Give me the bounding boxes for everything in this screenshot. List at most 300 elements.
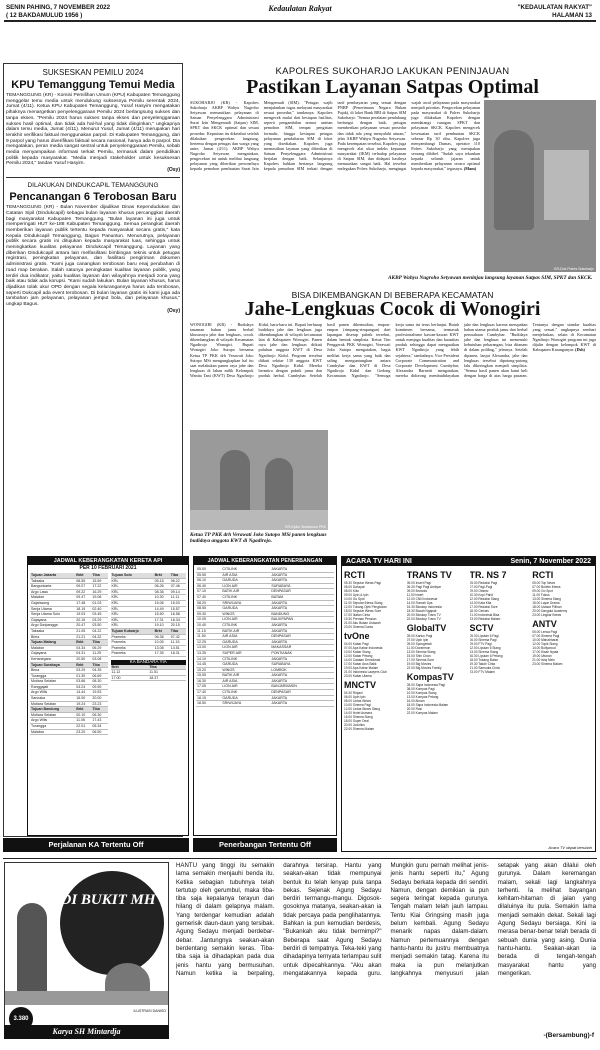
schedule-cell: Senja Utama	[30, 606, 75, 612]
schedule-cell: 16.30	[196, 678, 221, 684]
tv-program: 16.00 Sinema Siang	[344, 715, 373, 719]
schedule-cell: SURABAYA	[270, 662, 334, 668]
schedule-cell: 09.07	[75, 584, 91, 590]
story-kicker: SUKSESKAN PEMILU 2024	[42, 68, 144, 77]
cerbung-continued: -(Bersambung)-f	[543, 1032, 594, 1039]
schedule-cell: Argo Wilis	[30, 690, 75, 696]
tv-program: 14.00 Bollywood	[532, 646, 556, 650]
schedule-cell: 09.59	[91, 684, 107, 690]
tv-program: 09.00 Upin & Ipin	[344, 593, 369, 597]
schedule-cell: 20.15	[75, 617, 91, 623]
schedule-cell: 11.51	[148, 670, 186, 676]
schedule-cell: 16.29	[91, 589, 107, 595]
schedule-cell: GARUDA	[221, 662, 270, 668]
schedule-cell: 16.00	[75, 696, 91, 702]
channel-logo: TRANS TV	[406, 570, 452, 580]
tv-program: 08.00 Kiko	[344, 589, 360, 593]
schedule-header-cell: Brkt	[75, 707, 91, 713]
story-sign: (Osy)	[167, 307, 180, 314]
cerbung-author: Karya SH Mintardja	[4, 1025, 169, 1039]
tv-program: 15.00 Shin Chan	[406, 654, 431, 658]
schedule-cell: 15.57	[170, 606, 186, 612]
tv-program: 18.00 Ustadz Pilihan	[532, 605, 562, 609]
second-headline: Jahe-Lengkuas Cocok di Wonogiri	[244, 298, 541, 320]
schedule-header-cell: Tiba	[170, 573, 186, 578]
schedule-cell: JAKARTA	[270, 622, 334, 628]
schedule-cell: 17.43	[91, 718, 107, 724]
tv-program: 22.00 Kompas Malam	[406, 711, 438, 715]
tv-program: 05.00 Redaksi Pagi	[469, 581, 498, 585]
schedule-cell: CITILINK	[221, 656, 270, 662]
tv-program: 12.00 Liputan 6 Siang	[469, 646, 501, 650]
main-body-text: SUKOHARJO (KR) - Kapolres Sukoharjo AKBP Wahyu Nugroho Setyawan memastikan pelayanan di Satuan Penyelenggara Administrasi Surat Izin Mengemudi (Satpas) SIM, SPKT dan SKCK optimal dan sesuai prosedur. Kepastian itu diketahui setelah dilakukan pengecekan langsung, bertemu dengan petugas dan warga yang antre, Jumat (4/11). AKBP Wahyu Nugroho Setyawan mengatakan, pengecekan ini untuk melihat langsung pelayanan yang diberikan personelnya kepada pemohon pembuatan Surat Izin Mengemudi (SIM). "Petugas wajib menjalankan tugas melayani masyarakat sesuai prosedur," tandasnya. Kapolres mengecek mulai dari kesiapan fasilitas, seperti pengambilan nomor antrian pemohon SIM, tempat pengisian formulir, hingga kesiapan petugas pelayanan pendaftaran SIM di loket yang disediakan. Kapolres juga memastikan layanan yang diberikan di Satuan Penyelenggara Administrasi berjalan dengan baik. Selanjutnya Kapolres bahkan bertanya langsung kepada pemohon SIM terkait dengan tarif pembayaran yang sesuai dengan PNBP (Penerimaan Negara Bukan Pajak), di loket Bank BRI di Satpas SIM Sukoharjo. "Semua peralatan pendukung berfungsi dengan baik, petugas memberikan pelayanan sesuai prosedur dan tidak ada yang menyalahi aturan," jelas AKBP Wahyu Nugroho Setyawan. Pada kesempatan tersebut, Kapolres juga mengecek alat ukur indeks kepuasan masyarakat (IKM) terhadap pelayanan di Satpas SIM, dan didapati hasilnya memuaskan sangat baik. Hal tersebut melegakan Polres Sukoharjo, mengingat wajah awal pelayanan pada masyarakat menjadi prioritas. Pengecekan pelayanan pada masyarakat di Polres Sukoharjo juga dilakukan Kapolres dengan mendatangi ruangan SPKT dan pelayanan SKCK. Kapolres mengecek kesesuaian tarif pembuatan SKCK sebesar Rp 30 ribu. Kapolres juga menyambangi Dumas, operator 110 Polres Sukoharjo yang merupakan seorang dibibel. "Sudah saya tekankan kepada seluruh jajaran untuk memberikan pelayanan secara optimal kepada masyarakat," tegasnya.	[190, 100, 480, 172]
schedule-cell: SRIWIJAYA	[221, 600, 270, 606]
schedule-cell: PONTIANAK	[270, 650, 334, 656]
javanese-date: ( 12 BAKDAMULUD 1956 )	[6, 12, 83, 19]
main-photo	[484, 100, 596, 272]
schedule-cell: Gajayana	[30, 651, 75, 657]
cerbung-text: HANTU yang tinggi itu semakin lama semakin menjauhi benda itu. Ketika sebagian tubuhnya telah tertutup oleh gerumbul, maka tiba-tiba saja kepalanya terayun dan hilang di dalam gelapnya malam. Yang terdengar kemudian adalah gemerisik daun-daun yang tersibak. Agung Sedayu menjadi berdebar-debar. Jantungnya seakan-akan berdentang semakin keras. Tiba-tiba saja ia dihadapkan pada dua jenis hantu yang bermusuhan. Namun ketika ia berpaling, darahnya tersirap. Hantu yang seakan-akan tidak mempunyai bentuk itu telah lenyap pula tanpa bekas. Sejenak Agung Sedayu berdiri termangu-mangu. Digosok-gosoknya matanya, seakan-akan ia tidak percaya pada penglihatannya. Bahkan ia pun kemudian berdesis, "Bukankah aku tidak bermimpi?" Beberapa saat Agung Sedayu berdiri di tempatnya. Teka-teki yang dihadapinya ternyata terlampau sulit untuk dipecahkannya. "Aku akan mengatakannya kepada guru. Mungkin guru pernah melihat jenis-jenis hantu seperti itu," Agung Sedayu berkata kepada diri sendiri. Namun, dengan demikian ia pun segera teringat kepada gurunya. Tengah malam telah jauh lampau. Tentu Kiai Gringsing masih juga belum kembali. Agung Sedayu menarik napas dalam-dalam. Namun pertemuannya dengan hantu-hantu itu justru membuatnya menjadi semakin tatag. Karena itu maka ia pun melanjutkan langkahnya menyusuri jalan setapak yang akan dilalui oleh gurunya. Dalam keremangan malam, sekali lagi langkahnya terhenti. Ia melihat bayangan kehitam-hitaman di jalan yang dilaluinya itu pula. Semakin lama menjadi semakin dekat. Sekali lagi Agung Sedayu bersiaga. Kini ia merasa benar-benar telah berada di sebuah dunia yang asing. Dunia hantu-hantu. Seakan-akan ia berada di tengah-tengah masyarakat hantu yang mengerikan.	[176, 862, 596, 977]
train-subtitle: PER 10 FEBRUARI 2021	[79, 565, 137, 571]
tv-program: 05.00 Lensa Pagi	[532, 630, 558, 634]
schedule-cell: 20.50	[75, 656, 91, 662]
tv-column	[532, 568, 593, 838]
tv-program: 06.00 Dahsyat	[344, 585, 365, 589]
tv-program: 18.00 Sapa Indonesia Malam	[406, 703, 449, 707]
schedule-cell: 04.35	[91, 668, 107, 674]
schedule-cell: 09.22	[75, 589, 91, 595]
schedule-cell: BATIK AIR	[221, 628, 270, 634]
photo-credit: KR-Dok Polres Sukoharjo	[554, 267, 594, 271]
tv-program: 10.30 Kopi Pahit	[469, 593, 493, 597]
tv-program: 14.00 Rumah Uya	[406, 601, 433, 605]
schedule-cell: 20.15	[170, 623, 186, 629]
tv-program: 09.00 Go Spot	[532, 589, 553, 593]
tv-program: 10.00 Kabar Siang	[344, 650, 371, 654]
tv-program: 23.00 Sinema Malam	[532, 662, 563, 666]
schedule-cell: 23.20	[75, 729, 91, 735]
schedule-cell: 22.01	[75, 724, 91, 730]
edition-date: SENIN PAHING, 7 NOVEMBER 2022	[6, 4, 111, 11]
schedule-cell: 06.26	[154, 584, 170, 590]
schedule-header-cell: Tiba	[148, 665, 186, 670]
schedule-cell: 19.24	[75, 701, 91, 707]
schedule-cell: JAKARTA	[270, 578, 334, 584]
tv-program: 17.00 Sinema Sore	[406, 658, 435, 662]
schedule-cell: 06.69	[91, 673, 107, 679]
schedule-cell: Mutiara Selatan	[30, 679, 75, 685]
tv-program: 20.00 Rosi	[406, 707, 422, 711]
tv-program: 11.00 Fokus	[532, 593, 550, 597]
masthead: Kedaulatan Rakyat	[268, 4, 332, 13]
schedule-cell: CITILINK	[221, 594, 270, 600]
tv-program: 21.00 Ishq Mein	[532, 658, 555, 662]
cerbung-illustration	[4, 862, 169, 1032]
schedule-cell: 04.34	[75, 645, 91, 651]
schedule-cell: 14.51	[170, 645, 186, 651]
schedule-cell: Taksaka	[30, 628, 75, 634]
channel-logo: ANTV	[532, 619, 557, 629]
photo-credit: KR-Djoko Sudarsono PKK	[285, 525, 326, 529]
tv-program: 13.00 Sinema Siang	[469, 650, 499, 654]
tv-program: 09.00 Brownis	[406, 589, 427, 593]
schedule-cell: JAKARTA	[270, 695, 334, 701]
tv-program: 19.00 Uttaran	[532, 654, 552, 658]
schedule-cell: 05.34	[91, 724, 107, 730]
schedule-cell: Taksaka	[30, 578, 75, 584]
tv-program: 21.00 Indonesia Bisa	[469, 613, 500, 617]
schedule-cell: Prameks	[111, 651, 154, 657]
train-tag: Perjalanan KA Tertentu Off	[3, 838, 189, 852]
schedule-cell: Gajahwong	[30, 600, 75, 606]
tv-program: 09.00 FTV Pagi	[469, 642, 492, 646]
schedule-row	[30, 729, 108, 735]
channel-logo: GlobalTV	[406, 623, 447, 633]
schedule-cell: Kertanegara	[30, 656, 75, 662]
schedule-header-cell: Tiba	[91, 662, 107, 668]
tv-grid	[342, 566, 595, 840]
schedule-cell: 14.45	[196, 662, 221, 668]
cerbung-title: DI BUKIT MH	[60, 892, 156, 908]
schedule-cell: GARUDA	[221, 578, 270, 584]
schedule-cell: 18.50	[196, 701, 221, 707]
schedule-cell: 11.15	[170, 640, 186, 646]
schedule-cell: 06.22	[170, 578, 186, 584]
second-kicker: BISA DIKEMBANGKAN DI BEBERAPA KECAMATAN	[291, 290, 494, 300]
schedule-cell: Gajayana	[30, 617, 75, 623]
tv-program: 18.30 Ceriwis	[469, 609, 489, 613]
schedule-cell: 07.42	[170, 634, 186, 640]
schedule-cell: 15.55	[196, 673, 221, 679]
tv-program: 07.00 Upin Ipin	[406, 638, 429, 642]
schedule-cell: JAKARTA	[270, 673, 334, 679]
schedule-cell: CITILINK	[221, 622, 270, 628]
schedule-cell: 05.00	[196, 567, 221, 572]
schedule-cell: DENPASAR	[270, 690, 334, 696]
schedule-cell: Malabar	[30, 729, 75, 735]
schedule-cell: CITILINK	[221, 690, 270, 696]
tv-program: 10.00 Sinema Pagi	[344, 703, 371, 707]
schedule-cell: Turangga	[30, 673, 75, 679]
schedule-cell: 02.40	[91, 606, 107, 612]
schedule-cell: 09.30	[196, 611, 221, 617]
tv-program: 04.30 Rinjani	[344, 691, 363, 695]
schedule-cell: 01.30	[75, 673, 91, 679]
schedule-header-cell: Brkt	[111, 665, 149, 670]
schedule-cell: 06.30	[91, 712, 107, 718]
schedule-cell: Argo Wilis	[30, 718, 75, 724]
schedule-cell: BALIKPAPAN	[270, 617, 334, 623]
main-body	[190, 100, 480, 276]
story-kicker: DILAKUKAN DINDUKCAPIL TEMANGGUNG	[27, 182, 159, 190]
schedule-cell: JAKARTA	[270, 639, 334, 645]
channel-logo: RCTI	[532, 570, 554, 580]
schedule-cell: 08.36	[154, 589, 170, 595]
schedule-cell: DENPASAR	[270, 634, 334, 640]
tv-program: 10.00 Go Spot	[344, 597, 365, 601]
schedule-header-cell: Tiba	[170, 628, 186, 634]
channel-logo: KompasTV	[406, 672, 454, 682]
photo-figure	[494, 130, 534, 230]
schedule-row	[196, 701, 334, 707]
schedule-header-cell: Tujuan Malang	[30, 640, 75, 646]
schedule-cell: 05.55	[196, 572, 221, 578]
tv-program: 23.00 Sinema Dunia	[344, 625, 373, 629]
schedule-cell: AIR ASIA	[221, 634, 270, 640]
schedule-cell: 13.35	[196, 650, 221, 656]
schedule-cell: Ranggajati	[30, 684, 75, 690]
tv-program: 12.00 CNN Indonesia	[406, 597, 438, 601]
schedule-cell: WINGS	[221, 667, 270, 673]
schedule-cell: KRL	[111, 600, 154, 606]
second-caption: Ketua TP PKK drh Verawati Joko Sutopo MSi panen lengkuas budidaya anggota KWT di Ngadirojo.	[190, 532, 330, 544]
schedule-cell: 11.11	[170, 595, 186, 601]
tv-program: 18.00 Super Deal	[344, 719, 369, 723]
tv-program: 17.00 Kabar Arus Balik	[344, 662, 377, 666]
schedule-cell: 03.29	[91, 617, 107, 623]
schedule-cell: Argo Lawu	[30, 589, 75, 595]
tv-program: 12.00 Lintas iNews Siang	[344, 707, 380, 711]
schedule-row	[111, 675, 187, 681]
tv-program: 07.00 Sinema Pagi	[532, 634, 560, 638]
schedule-cell: 08.20	[196, 600, 221, 606]
tv-program: 06.00 Upin Ipin	[344, 695, 366, 699]
tv-program: 04.00 Kabar Pagi	[344, 642, 369, 646]
tv-program: 16.00 Aiman	[406, 699, 425, 703]
schedule-cell: 16.58	[170, 612, 186, 618]
tv-program: 19.00 Apa Kabar Malam	[344, 666, 379, 670]
tv-program: 05.30 Seputar iNews Pagi	[344, 581, 381, 585]
schedule-cell: 14.44	[75, 690, 91, 696]
schedule-cell: 17.31	[154, 617, 170, 623]
schedule-cell: 17.40	[196, 690, 221, 696]
tv-program: 20.00 Jodohku	[344, 723, 365, 727]
channel-logo: SCTV	[469, 623, 494, 633]
tv-program: 14.00 Catatan Demokrasi	[344, 658, 381, 662]
schedule-cell: 10.05	[196, 617, 221, 623]
illustration-figure	[17, 903, 47, 993]
tv-program: 19.00 Big Movies	[406, 662, 432, 666]
schedule-cell: SURABAYA	[270, 583, 334, 589]
tv-program: 06.30 Pagi Pagi Ambyar	[406, 585, 441, 589]
schedule-cell: 09.14	[170, 589, 186, 595]
illustrator-credit: ILUSTRASI DANISO	[133, 1009, 166, 1013]
tv-program: 05.00 Insert Pagi	[406, 581, 431, 585]
schedule-cell: Malabar	[30, 645, 75, 651]
tv-program: 11.00 Doraemon	[406, 646, 431, 650]
schedule-cell: KRL	[111, 612, 154, 618]
episode-number: 3.380	[9, 1007, 33, 1031]
schedule-cell: BATIK AIR	[221, 673, 270, 679]
schedule-cell: GARUDA	[221, 695, 270, 701]
channel-logo: RCTI	[344, 570, 365, 580]
schedule-cell: 04.31	[75, 651, 91, 657]
schedule-cell: JAKARTA	[270, 572, 334, 578]
second-sign: (Dsh)	[575, 347, 585, 353]
train-table-left	[30, 573, 108, 735]
schedule-header-cell: Brkt	[154, 628, 170, 634]
schedule-cell: JAKARTA	[270, 567, 334, 572]
tv-program: 07.00 Pagi-Pagi	[469, 585, 493, 589]
illustration-ground	[5, 991, 169, 1005]
schedule-cell: 03.45	[91, 612, 107, 618]
tv-program: 20.00 Bioskop Trans TV	[406, 613, 441, 617]
schedule-cell: JAKARTA	[270, 656, 334, 662]
tv-program: 05.00 Sapa Indonesia Pagi	[406, 683, 446, 687]
tv-program: 19.30 Takdir Cinta	[469, 662, 496, 666]
bandara-title: KA BANDARA YIA	[111, 660, 187, 665]
schedule-cell: Prameks	[111, 634, 154, 640]
paper-name: "KEDAULATAN RAKYAT"	[517, 4, 592, 11]
story-body: TEMANGGUNG (KR) - Komisi Pemilihan Umum (KPU) Kabupaten Temanggung menggelar temu media untuk mendukung suksesnya Pemilu serentak 2024, Jumat (4/11). Ketua KPU Kabupaten Temanggung, Yusuf Hasyim mengatakan pihaknya menargetkan penyelenggaraan Pemilu 2024 berlangsung sukses dan tanpa ekses. "Pemilu 2024 harus sukses tanpa ekses dan penyelenggaraan sukses hasil optimal, dan tidak ada hal-hal yang tidak diinginkan," ungkapnya dalam temu media, Jumat (4/11). Menurut Yusuf, Jumat (4/11) merupakan hari terakhir verifikasi faktual menggunakan parpol. Di Kabupaten Temanggung, dari 9 parpol yang harus diverifikasi faktual secara nasional, hanya ada 6 parpol. Dia mengatakan, peran media sangat sentral untuk penyelenggaraan Pemilu, sebab media menyampaikan informasi terkait Pemilu, termasuk dalam pendidikan politik kepada masyarakat. "Media menjadi stakeholder untuk kesuksesan Pemilu 2024," tandas Yusuf Hasyim.	[6, 93, 180, 167]
tv-program: 05.00 Kartun Pagi	[406, 634, 433, 638]
schedule-cell: 11.12	[111, 670, 149, 676]
schedule-cell: 03.08	[91, 656, 107, 662]
tv-program: 21.00 Samudra Cinta	[469, 666, 500, 670]
schedule-cell: 21.05	[75, 628, 91, 634]
tv-program: 09.00 Obsesi	[469, 589, 489, 593]
schedule-cell: 11.06	[75, 718, 91, 724]
schedule-cell: 15.03	[170, 600, 186, 606]
tv-program: 10.00 Mahabharat	[532, 638, 559, 642]
schedule-header-cell: Brkt	[75, 662, 91, 668]
schedule-cell: 06.40	[196, 583, 221, 589]
schedule-cell: 18.34	[170, 617, 186, 623]
tv-program: 05.00 Top News	[532, 581, 556, 585]
schedule-cell: KRL	[111, 578, 154, 584]
tv-program: 12.00 Redaksi Siang	[469, 597, 499, 601]
schedule-cell: 14.49	[154, 606, 170, 612]
flight-schedule	[193, 556, 337, 836]
schedule-cell: 15.20	[196, 667, 221, 673]
schedule-cell: 15.50	[154, 612, 170, 618]
schedule-header-cell: Tujuan Surabaya	[30, 662, 75, 668]
schedule-header-cell: Brkt	[75, 640, 91, 646]
schedule-cell: 08.30	[91, 679, 107, 685]
schedule-cell: KRL	[111, 617, 154, 623]
tv-program: 13.00 Kompas Petang	[406, 695, 439, 699]
schedule-cell: BATIK AIR	[221, 589, 270, 595]
divider	[6, 177, 180, 178]
schedule-cell: 10.40	[196, 622, 221, 628]
tv-program: 17.00 Kisah Nyata	[532, 650, 559, 654]
tv-program: 16.30 Liputan 6 Petang	[469, 654, 503, 658]
tv-program: 18.30 Bocah Ngapak	[406, 609, 437, 613]
second-body-text: WONOGIRI (KR) - Budidaya tanaman bahan jamu herbal khususnya jahe dan lengkuas, cocok dikembangkan di wilayah Kecamatan Ngadirojo Wonogiri. Bupati Wonogiri Joko Sutopo bersama Ketua TP PKK drh Verawati Joko Sutopo MSi mengungkapkan hal itu saat melakukan panen raya jahe dan lengkuas di lahan milik Kelompok Wanita Tani (KWT) Desa Ngadirojo Kidul, baru-baru ini. Bupati berharap budidaya jahe dan lengkuas juga dikembangkan di wilayah kecamatan lain di Kabupaten Wonogiri. Panen raya jahe dan lengkuas diikuti puluhan anggota KWT di Desa Ngadirojo Kidul. Program tersebut diikuti sekitar 130 anggota KWT Desa Ngadirojo Kidul. Mereka bermitra dengan pabrik jamu dan produk herbal. Cumbyhar. Setelah hasil panen dikemudian, empon-empon (rimpang-rimpangan) dari lapangan diserap pabrik tersebut, dalam bentuk simplisia. Ketua Tim Penggerak PKK Wonogiri, Verawati Joko Sutopo mengatakan, bagia melihat kerja sama yang baik dan saling menguntungkan antara Cumbyhar dan KWT di Desa Ngadirojo Kidul dan Gedong Kecamatan Ngadirojo. "Semoga kerja sama ini terus berlanjut. Butuh komitmen bersama, termasuk profesionalisme kawan-kawan KWT untuk menjaga kualitas dan kuantitas produk sehingga dapat menguatkan KWT Ngadirojo yang lebih sejahtera," tambahnya. Vice President Corporate Communication and Corporate Development Cumbyhar, Alexandra Barnetti mengatakan, mereka didorong membudidayakan jahe dan lengkuas karena merupakan bahan utama produk jamu dan herbal perusahaan Cumbyhar. "Budidaya jahe dan lengkuas ini memenuhi kebutuhan pekarangan, bisa ditanam di dalam polibag," jelasnya. Setelah dipanen, lanjut Alexandra, jahe dan lengkuas tersebut dipotong-potong lalu dikeringkan menjadi simplisia. "Semua hasil panen akan kami beli dengan harga di atas harga pasaran. Tentunya dengan standar kualitas yang sesuai," ungkapnya sembari menjelaskan, selain di Kecamatan Ngadirojo Wonogiri program ini juga dijalin dengan kelompok KWT di Kabupaten Karanganyar.	[190, 322, 596, 378]
tv-program: 20.00 Dangdut Academy	[532, 609, 568, 613]
schedule-cell: 17.05	[196, 684, 221, 690]
tv-program: 22.00 Bioskop Trans TV	[406, 617, 441, 621]
main-caption: AKBP Wahyu Nugroho Setyawan meninjau langsung layanan Satpas SIM, SPKT dan SKCK.	[388, 275, 593, 281]
schedule-cell: 03.66	[75, 679, 91, 685]
train-table-right	[111, 573, 187, 735]
schedule-cell: 20.47	[75, 623, 91, 629]
schedule-cell: JAKARTA	[270, 628, 334, 634]
schedule-cell: 17.35	[154, 651, 170, 657]
schedule-cell: KRL	[111, 623, 154, 629]
tv-column	[407, 568, 468, 838]
schedule-cell: BANDUNG	[270, 611, 334, 617]
schedule-cell: Mutiara Selatan	[30, 712, 75, 718]
schedule-cell: 13.00	[196, 645, 221, 651]
section-rule	[3, 858, 597, 859]
tv-program: 07.00 Buletin iNews	[532, 585, 561, 589]
schedule-cell: LION AIR	[221, 684, 270, 690]
schedule-cell: 10.05	[154, 640, 170, 646]
story-headline: KPU Temanggung Temui Media	[11, 79, 175, 91]
tv-program: 16.30 Bioskop Indonesia	[406, 605, 442, 609]
tv-program: 12.00 Tukang Ojek Pengkolan	[344, 605, 387, 609]
schedule-cell: 23.23	[91, 701, 107, 707]
schedule-cell: Bima	[30, 668, 75, 674]
tv-program: 12.00 Kabar Petang	[344, 654, 373, 658]
schedule-header-cell: Tujuan Bandung	[30, 707, 75, 713]
schedule-cell: 03.29	[75, 668, 91, 674]
schedule-cell: 11.15	[196, 628, 221, 634]
cerbung-body	[176, 862, 596, 1030]
tv-program: 07.00 Apa Kabar Indonesia	[344, 646, 383, 650]
schedule-cell: 08.55	[196, 606, 221, 612]
tv-program: 14.00 Hotel Asmara	[344, 711, 372, 715]
tv-title: ACARA TV HARI INI	[346, 558, 412, 565]
tv-column	[470, 568, 531, 838]
photo-window	[544, 150, 589, 220]
schedule-cell: 07.40	[196, 594, 221, 600]
tv-program: 05.30 Liputan 6 Pagi	[469, 634, 499, 638]
schedule-cell: GARUDA	[221, 606, 270, 612]
schedule-cell: JAKARTA	[270, 678, 334, 684]
schedule-cell: Prameks	[111, 645, 154, 651]
schedule-cell: 21.21	[75, 634, 91, 640]
schedule-header-cell: Tujuan Solo	[111, 573, 154, 578]
schedule-header-cell: Tujuan Kutoarjo	[111, 628, 154, 634]
tv-program: 21.00 Indonesia Lawyers Club	[344, 670, 387, 674]
schedule-cell: JAKARTA	[270, 701, 334, 707]
story-sign: (Osy)	[167, 167, 180, 174]
schedule-cell: DENPASAR	[270, 589, 334, 595]
schedule-cell: 06.29	[91, 645, 107, 651]
schedule-cell: 06.50	[91, 729, 107, 735]
schedule-cell: LION AIR	[221, 617, 270, 623]
train-title: JADWAL KEBERANGKATAN KERETA API	[28, 557, 188, 565]
page-number: HALAMAN 13	[552, 12, 592, 19]
channel-logo: TR. NS 7	[469, 570, 507, 580]
schedule-cell: 19.03	[75, 612, 91, 618]
tv-program: 23.00 Redaksi Malam	[469, 617, 501, 621]
schedule-cell: CITILINK	[221, 567, 270, 572]
schedule-cell: 06.10	[196, 578, 221, 584]
schedule-header-cell: Tujuan Jakarta	[30, 573, 75, 578]
schedule-cell: 18.19	[75, 606, 91, 612]
schedule-cell: JAKARTA	[270, 600, 334, 606]
tv-program: 08.00 Lintas iNews	[344, 699, 371, 703]
schedule-cell: 17.48	[75, 600, 91, 606]
tv-program: 18.00 Tukang Bubur	[469, 658, 499, 662]
story-headline: Pencanangan 6 Terobosan Baru	[9, 191, 177, 204]
tv-program: 19.30 Preman Pensiun	[344, 617, 377, 621]
schedule-cell: 11.50	[196, 634, 221, 640]
schedule-cell: 06.36	[154, 634, 170, 640]
header-rule	[4, 20, 596, 22]
schedule-cell: LOMBOK	[270, 667, 334, 673]
schedule-cell: Senja Utama Solo	[30, 612, 75, 618]
tv-program: 06.00 Sinema Pagi	[469, 638, 497, 642]
schedule-cell: 10.30	[154, 595, 170, 601]
schedule-cell: 15.06	[154, 600, 170, 606]
schedule-cell: 05.15	[154, 578, 170, 584]
main-headline: Pastikan Layanan Satpas Optimal	[246, 76, 539, 98]
schedule-cell: 17.22	[91, 584, 107, 590]
